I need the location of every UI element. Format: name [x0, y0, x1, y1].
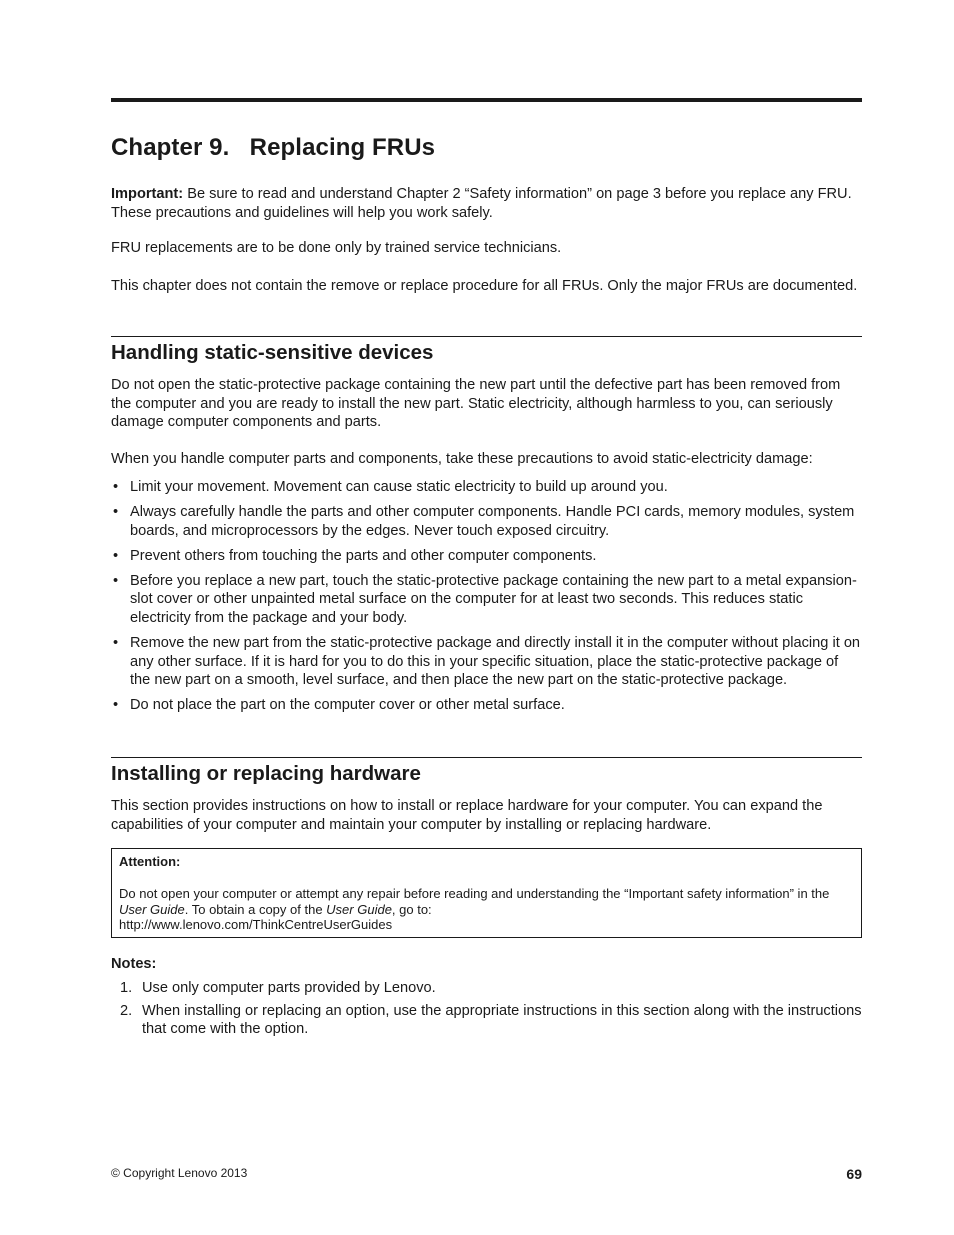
attention-label: Attention:: [119, 854, 181, 869]
note-number: 1.: [120, 980, 133, 996]
important-text: Be sure to read and understand Chapter 2 “Safety information” on page 3 before you replace any FRU. These precautions and guidelines will help you work safely.: [111, 186, 852, 221]
note-number: 2.: [120, 1002, 133, 1019]
attention-text-part: Do not open your computer or attempt any repair before reading and understanding the “Important safety information” in the: [119, 886, 830, 901]
copyright-footer: © Copyright Lenovo 2013: [111, 1166, 248, 1180]
major-frus-paragraph: This chapter does not contain the remove or replace procedure for all FRUs. Only the major FRUs are documented.: [111, 278, 858, 294]
note-text: When installing or replacing an option, use the appropriate instructions in this section along with the instructions that come with the option.: [142, 1002, 862, 1038]
hardware-intro-paragraph: This section provides instructions on how to install or replace hardware for your computer. You can expand the capabilities of your computer and maintain your computer by installing or replacing hardware.: [111, 798, 823, 833]
hardware-section-heading: Installing or replacing hardware: [111, 762, 421, 785]
list-item: [111, 979, 862, 998]
list-item: • Remove the new part from the static-protective package and directly install it in the computer without placing it on any other surface. If it is hard for you to do this in your specific situation, place the static-protective package of the new part on a smooth, level surface, and then place the new part on the static-protective package.: [111, 634, 862, 690]
notes-list: [111, 979, 862, 1043]
user-guides-url[interactable]: http://www.lenovo.com/ThinkCentreUserGuides: [119, 917, 393, 933]
user-guide-title: User Guide: [119, 901, 185, 917]
note-text: Use only computer parts provided by Lenovo.: [142, 980, 436, 996]
attention-text-part: , go to:: [391, 901, 432, 917]
static-intro-paragraph: Do not open the static-protective package containing the new part until the defective part has been removed from the computer and you are ready to install the new part. Static electricity, although harmless to you, can seriously damage computer components and parts.: [111, 377, 841, 431]
static-precautions-list: [111, 478, 862, 722]
attention-text: [119, 886, 857, 933]
attention-text-part: . To obtain a copy of the: [184, 901, 327, 917]
section-rule-static: [111, 336, 862, 337]
important-paragraph: [111, 185, 862, 222]
fru-technicians-paragraph: FRU replacements are to be done only by trained service technicians.: [111, 240, 562, 256]
important-label: Important:: [111, 186, 184, 202]
chapter-top-rule: [111, 98, 862, 102]
list-item: [111, 1002, 862, 1039]
notes-label: Notes:: [111, 956, 157, 972]
user-guide-title: User Guide: [326, 901, 392, 917]
static-section-heading: Handling static-sensitive devices: [111, 341, 434, 364]
list-item: • Always carefully handle the parts and other computer components. Handle PCI cards, memory modules, system boards, and microprocessors by the edges. Never touch exposed circuitry.: [111, 503, 862, 540]
static-precautions-paragraph: When you handle computer parts and components, take these precautions to avoid static-electricity damage:: [111, 451, 813, 467]
list-item: • Do not place the part on the computer cover or other metal surface.: [111, 696, 862, 715]
attention-box: [111, 848, 862, 938]
chapter-title: Chapter 9. Replacing FRUs: [111, 134, 436, 161]
list-item: • Before you replace a new part, touch the static-protective package containing the new part to a metal expansion-slot cover or other unpainted metal surface on the computer for at least two seconds. This reduces static electricity from the package and your body.: [111, 572, 862, 628]
page-number: 69: [846, 1166, 862, 1182]
list-item: • Limit your movement. Movement can cause static electricity to build up around you.: [111, 478, 862, 497]
section-rule-hardware: [111, 757, 862, 758]
list-item: • Prevent others from touching the parts and other computer components.: [111, 547, 862, 566]
